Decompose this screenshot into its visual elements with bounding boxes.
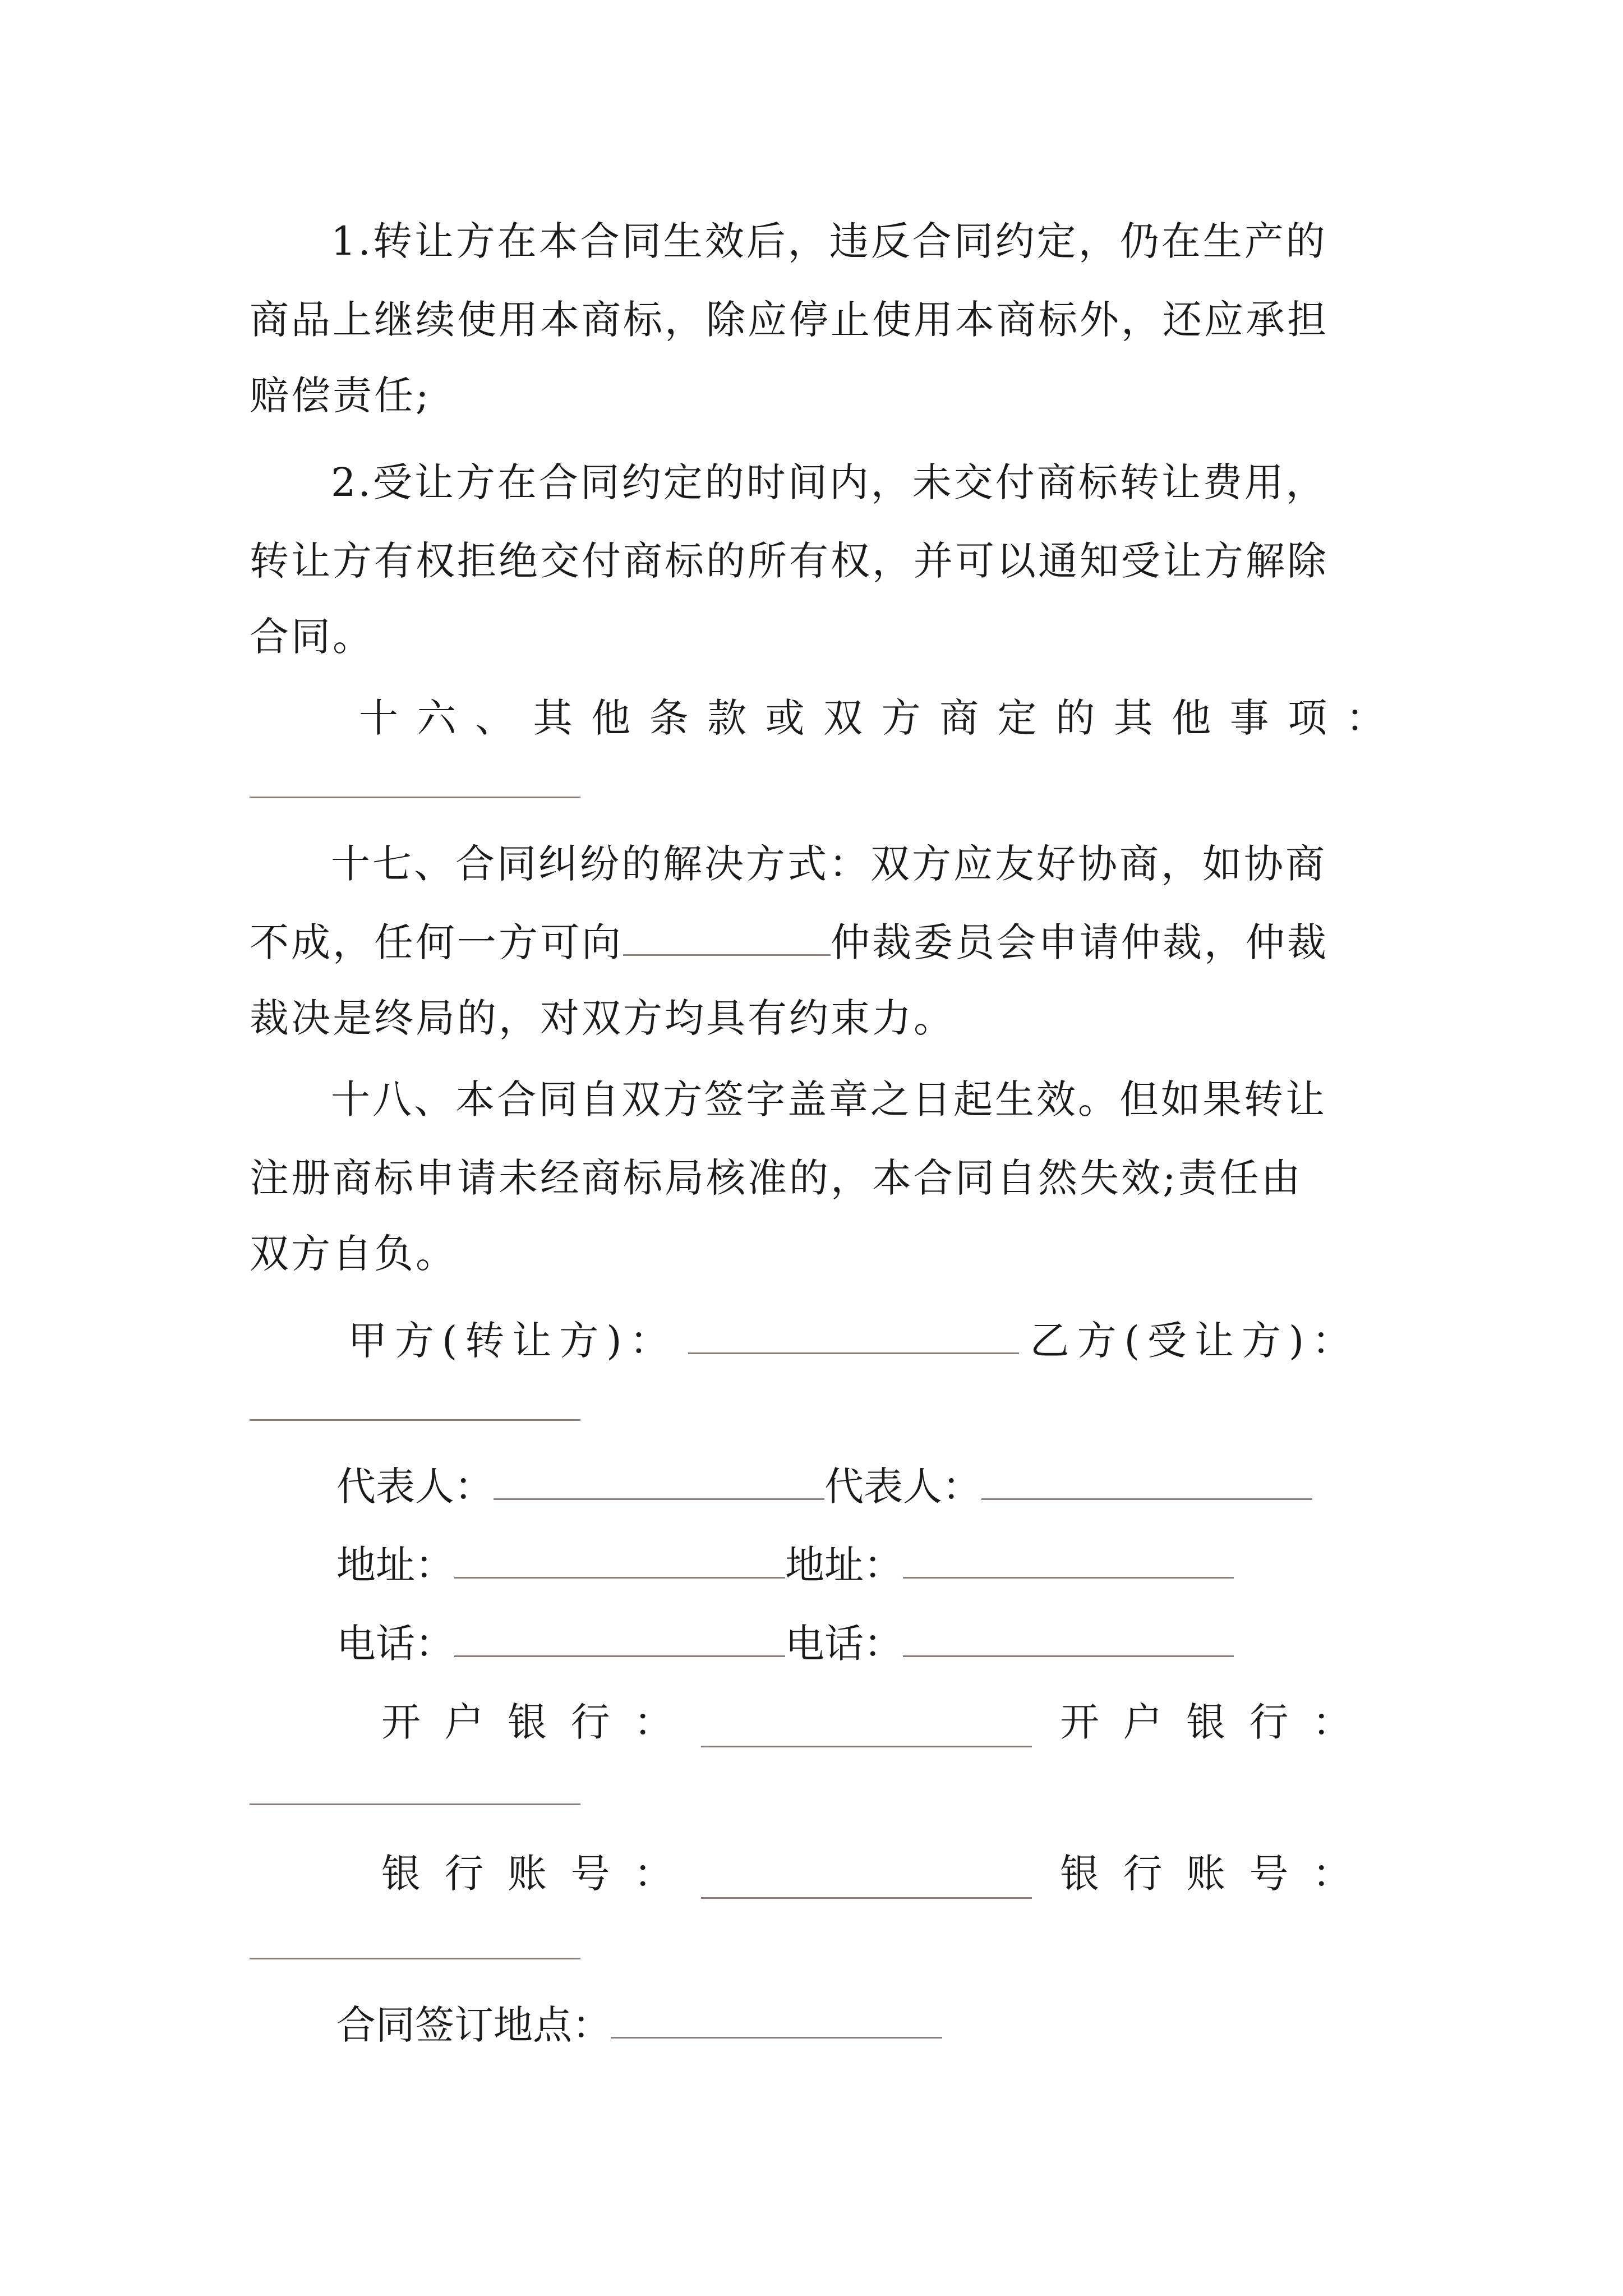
bank-b-char: 户 bbox=[1123, 1699, 1163, 1745]
party-b-blank[interactable] bbox=[250, 1419, 580, 1421]
representative-line bbox=[336, 1461, 1312, 1512]
account-a-label bbox=[381, 1848, 673, 1899]
article-16-char: 定 bbox=[997, 695, 1037, 741]
phone-line bbox=[336, 1618, 1234, 1669]
party-a-blank[interactable] bbox=[688, 1319, 1019, 1354]
clause-1-line-1: 1.转让方在本合同生效后，违反合同约定，仍在生产的 bbox=[331, 218, 1327, 264]
article-18-line-1: 十八、本合同自双方签字盖章之日起生效。但如果转让 bbox=[331, 1076, 1327, 1122]
bank-a-char: 行 bbox=[570, 1699, 610, 1745]
representative-a-label: 代表人： bbox=[336, 1464, 494, 1510]
bank-b-blank[interactable] bbox=[250, 1803, 580, 1805]
party-line bbox=[348, 1315, 1359, 1366]
bank-a-char: ： bbox=[634, 1699, 673, 1745]
article-16-char: 其 bbox=[1113, 695, 1153, 741]
sign-place-blank[interactable] bbox=[611, 2003, 942, 2039]
address-b-blank[interactable] bbox=[903, 1543, 1234, 1579]
article-16-heading bbox=[359, 693, 1385, 743]
phone-a-blank[interactable] bbox=[454, 1622, 785, 1657]
representative-b-blank[interactable] bbox=[981, 1465, 1312, 1500]
bank-a-char: 户 bbox=[444, 1699, 484, 1745]
bank-a-label bbox=[381, 1697, 673, 1747]
clause-2-line-1: 2.受让方在合同约定的时间内，未交付商标转让费用， bbox=[331, 459, 1327, 505]
article-16-char: 或 bbox=[765, 695, 805, 741]
party-b-label: 乙方(受让方)： bbox=[1030, 1318, 1359, 1364]
article-16-blank bbox=[250, 797, 580, 798]
bank-b-char: 银 bbox=[1186, 1699, 1225, 1745]
article-17-line-2-before: 不成，任何一方可向 bbox=[250, 919, 623, 965]
address-a-blank[interactable] bbox=[454, 1543, 785, 1579]
sign-place-label: 合同签订地点： bbox=[336, 2002, 611, 2048]
account-b-blank[interactable] bbox=[250, 1958, 580, 1959]
address-line bbox=[336, 1540, 1234, 1590]
account-a-blank[interactable] bbox=[701, 1864, 1032, 1899]
account-line bbox=[381, 1848, 1385, 1899]
article-18-line-2: 注册商标申请未经商标局核准的，本合同自然失效;责任由 bbox=[250, 1155, 1303, 1201]
phone-b-label: 电话： bbox=[785, 1621, 903, 1667]
account-b-char: 银 bbox=[1060, 1851, 1099, 1897]
clause-1-line-3: 赔偿责任; bbox=[250, 372, 431, 418]
clause-2-line-3: 合同。 bbox=[250, 614, 374, 660]
article-16-char: 事 bbox=[1229, 695, 1269, 741]
bank-line bbox=[381, 1697, 1385, 1747]
article-16-char: 的 bbox=[1055, 695, 1095, 741]
account-a-char: ： bbox=[634, 1851, 673, 1897]
article-17-line-2 bbox=[250, 917, 1329, 968]
article-16-char: 他 bbox=[1172, 695, 1211, 741]
article-16-char: 项 bbox=[1288, 695, 1327, 741]
article-16-char: 其 bbox=[533, 695, 573, 741]
clause-1-line-2: 商品上继续使用本商标，除应停止使用本商标外，还应承担 bbox=[250, 297, 1329, 343]
sign-place-line bbox=[336, 2000, 942, 2050]
account-a-char: 号 bbox=[570, 1851, 610, 1897]
bank-b-label bbox=[1060, 1697, 1352, 1747]
account-a-char: 账 bbox=[508, 1851, 547, 1897]
article-16-char: 双 bbox=[823, 695, 863, 741]
account-b-char: 号 bbox=[1249, 1851, 1289, 1897]
article-16-char: 方 bbox=[881, 695, 921, 741]
account-b-char: 账 bbox=[1186, 1851, 1225, 1897]
bank-b-char: ： bbox=[1312, 1699, 1352, 1745]
article-17-line-1: 十七、合同纠纷的解决方式：双方应友好协商，如协商 bbox=[331, 841, 1327, 887]
article-16-char: 款 bbox=[707, 695, 747, 741]
address-b-label: 地址： bbox=[785, 1542, 903, 1588]
article-16-char: 六 bbox=[417, 695, 457, 741]
article-16-char: ： bbox=[1345, 695, 1385, 741]
article-16-char: 商 bbox=[939, 695, 979, 741]
article-16-char: 十 bbox=[359, 695, 398, 741]
bank-b-char: 行 bbox=[1249, 1699, 1289, 1745]
bank-b-char: 开 bbox=[1060, 1699, 1099, 1745]
article-17-line-3: 裁决是终局的，对双方均具有约束力。 bbox=[250, 995, 955, 1041]
account-b-char: ： bbox=[1312, 1851, 1352, 1897]
account-a-char: 银 bbox=[381, 1851, 421, 1897]
clause-2-line-2: 转让方有权拒绝交付商标的所有权，并可以通知受让方解除 bbox=[250, 538, 1329, 584]
article-16-char: 、 bbox=[475, 695, 515, 741]
phone-a-label: 电话： bbox=[336, 1621, 454, 1667]
bank-a-char: 银 bbox=[508, 1699, 547, 1745]
bank-a-char: 开 bbox=[381, 1699, 421, 1745]
article-16-char: 条 bbox=[649, 695, 689, 741]
account-a-char: 行 bbox=[444, 1851, 484, 1897]
article-18-line-3: 双方自负。 bbox=[250, 1231, 457, 1277]
phone-b-blank[interactable] bbox=[903, 1622, 1234, 1657]
account-b-label bbox=[1060, 1848, 1352, 1899]
party-a-label: 甲方(转让方)： bbox=[348, 1318, 677, 1364]
representative-b-label: 代表人： bbox=[824, 1464, 981, 1510]
account-b-char: 行 bbox=[1123, 1851, 1163, 1897]
article-16-char: 他 bbox=[591, 695, 631, 741]
representative-a-blank[interactable] bbox=[494, 1465, 824, 1500]
address-a-label: 地址： bbox=[336, 1542, 454, 1588]
bank-a-blank[interactable] bbox=[701, 1712, 1032, 1747]
article-17-line-2-after: 仲裁委员会申请仲裁，仲裁 bbox=[831, 919, 1329, 965]
arbitration-commission-blank[interactable] bbox=[623, 921, 831, 956]
